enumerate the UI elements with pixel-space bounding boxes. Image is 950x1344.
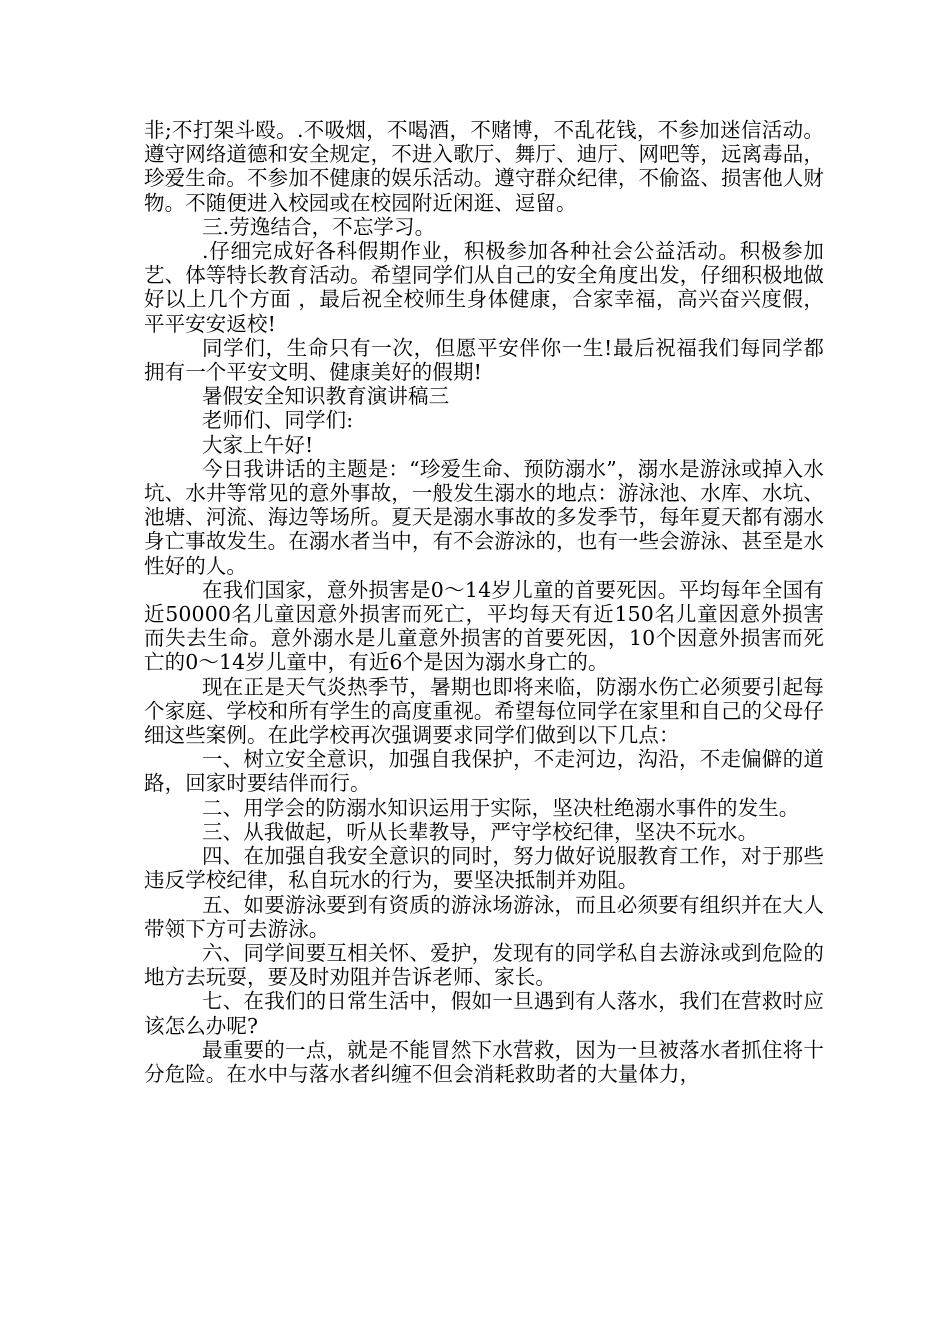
section-heading: 三.劳逸结合，不忘学习。 xyxy=(202,214,436,239)
list-item: 一、树立安全意识，加强自我保护，不走河边，沟沿，不走偏僻的道路，回家时要结伴而行。 xyxy=(144,747,824,796)
list-item: 二、用学会的防溺水知识运用于实际，坚决杜绝溺水事件的发生。 xyxy=(202,795,800,820)
speech-title: 暑假安全知识教育演讲稿三 xyxy=(202,384,450,409)
paragraph: 同学们，生命只有一次，但愿平安伴你一生!最后祝福我们每同学都拥有一个平安文明、健康美好的假期! xyxy=(144,335,824,385)
greeting: 大家上午好! xyxy=(202,432,314,457)
paragraph: 非;不打架斗殴。.不吸烟，不喝酒，不赌博，不乱花钱，不参加迷信活动。遵守网络道德和安全规定，不进入歌厅、舞厅、迪厅、网吧等，远离毒品，珍爱生命。不参加不健康的娱乐活动。遵守群众纪律，不偷盗、损害他人财物。不随便进入校园或在校园附近闲逛、逗留。 xyxy=(144,118,824,215)
list-item: 七、在我们的日常生活中，假如一旦遇到有人落水，我们在营救时应该怎么办呢? xyxy=(144,989,824,1038)
list-item: 六、同学间要互相关怀、爱护，发现有的同学私自去游泳或到危险的地方去玩耍，要及时劝阻并告诉老师、家长。 xyxy=(144,940,824,990)
list-item: 五、如要游泳要到有资质的游泳场游泳，而且必须要有组织并在大人带领下方可去游泳。 xyxy=(144,892,824,941)
list-item: 三、从我做起，听从长辈教导，严守学校纪律，坚决不玩水。 xyxy=(202,819,759,844)
paragraph: .仔细完成好各科假期作业，积极参加各种社会公益活动。积极参加艺、体等特长教育活动。希望同学们从自己的安全角度出发，仔细积极地做好以上几个方面 ，最后祝全校师生身体健康，合家幸福，高兴奋兴度假，平平安安返校! xyxy=(144,239,824,336)
paragraph: 在我们国家，意外损害是0～14岁儿童的首要死因。平均每年全国有近50000名儿童因意外损害而死亡，平均每天有近150名儿童因意外损害而失去生命。意外溺水是儿童意外损害的首要死因，10个因意外损害而死亡的0～14岁儿童中，有近6个是因为溺水身亡的。 xyxy=(144,577,824,675)
document-body xyxy=(144,118,824,1086)
paragraph: 现在正是天气炎热季节，暑期也即将来临，防溺水伤亡必须要引起每个家庭、学校和所有学生的高度重视。希望每位同学在家里和自己的父母仔细这些案例。在此学校再次强调要求同学们做到以下几点： xyxy=(144,674,824,748)
list-item: 四、在加强自我安全意识的同时，努力做好说服教育工作，对于那些违反学校纪律，私自玩水的行为，要坚决抵制并劝阻。 xyxy=(144,844,824,893)
salutation: 老师们、同学们: xyxy=(202,408,354,433)
paragraph: 最重要的一点，就是不能冒然下水营救，因为一旦被落水者抓住将十分危险。在水中与落水者纠缠不但会消耗救助者的大量体力， xyxy=(144,1037,824,1086)
paragraph: 今日我讲话的主题是：“珍爱生命、预防溺水”，溺水是游泳或掉入水坑、水井等常见的意外事故，一般发生溺水的地点：游泳池、水库、水坑、池塘、河流、海边等场所。夏天是溺水事故的多发季节，每年夏天都有溺水身亡事故发生。在溺水者当中，有不会游泳的，也有一些会游泳、甚至是水性好的人。 xyxy=(144,456,824,578)
